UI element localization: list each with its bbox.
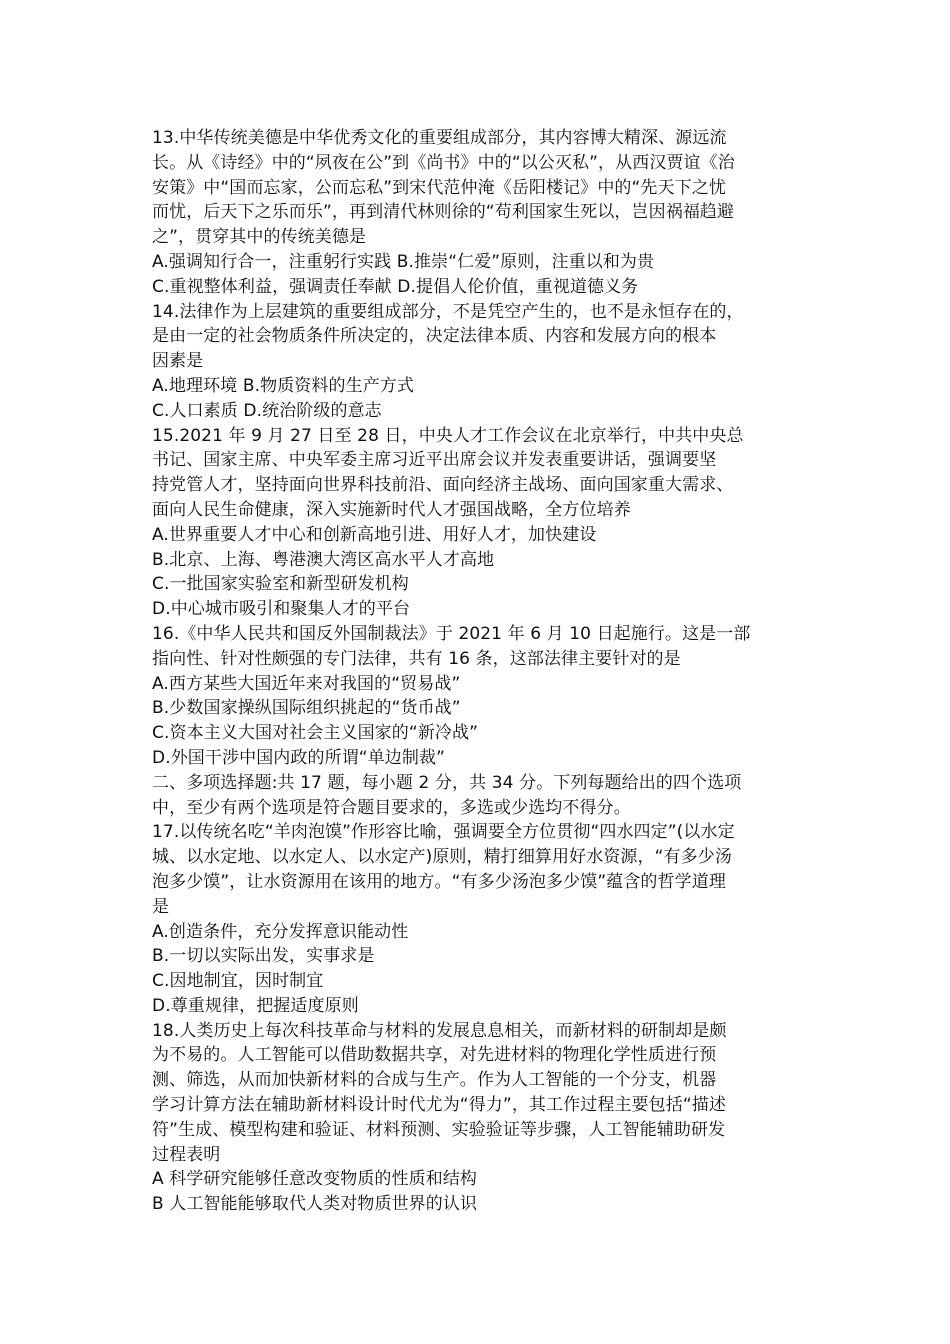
question-17 [152, 820, 812, 1018]
q17-option-a: A.创造条件，充分发挥意识能动性 [152, 921, 409, 942]
q16-stem-line: 16.《中华人民共和国反外国制裁法》于 2021 年 6 月 10 日起施行。这是一部 [152, 623, 751, 644]
q18-stem-line: 测、筛选，从而加快新材料的合成与生产。作为人工智能的一个分支，机器 [152, 1070, 717, 1091]
q14-option-line: A.地理环境 B.物质资料的生产方式 [152, 375, 415, 396]
q14-stem-line: 因素是 [152, 351, 204, 372]
q15-option-a: A.世界重要人才中心和创新高地引进、用好人才，加快建设 [152, 524, 597, 545]
q15-stem-line: 面向人民生命健康，深入实施新时代人才强国战略，全方位培养 [152, 499, 631, 520]
q15-stem-line: 书记、国家主席、中央军委主席习近平出席会议并发表重要讲话，强调要坚 [152, 450, 717, 471]
q16-option-d: D.外国干涉中国内政的所谓“单边制裁” [152, 747, 446, 768]
q16-stem-line: 指向性、针对性颇强的专门法律，共有 16 条，这部法律主要针对的是 [152, 648, 681, 669]
q13-stem-line: 长。从《诗经》中的“夙夜在公”到《尚书》中的“以公灭私”，从西汉贾谊《治 [152, 152, 735, 173]
q14-stem-line: 是由一定的社会物质条件所决定的，决定法律本质、内容和发展方向的根本 [152, 326, 717, 347]
q17-option-b: B.一切以实际出发，实事求是 [152, 946, 375, 967]
q17-option-c: C.因地制宜，因时制宜 [152, 971, 324, 992]
q15-option-c: C.一批国家实验室和新型研发机构 [152, 574, 409, 595]
question-16 [152, 622, 812, 771]
section-2-heading-line: 二、多项选择题:共 17 题，每小题 2 分，共 34 分。下列每题给出的四个选项 [152, 772, 742, 793]
q18-stem-line: 过程表明 [152, 1144, 221, 1165]
q14-stem-line: 14.法律作为上层建筑的重要组成部分，不是凭空产生的，也不是永恒存在的， [152, 301, 744, 322]
exam-page [152, 126, 812, 1217]
q18-stem-line: 为不易的。人工智能可以借助数据共享，对先进材料的物理化学性质进行预 [152, 1045, 717, 1066]
section-2-heading-line: 中，至少有两个选项是符合题目要求的，多选或少选均不得分。 [152, 797, 631, 818]
q18-option-b: B 人工智能能够取代人类对物质世界的认识 [152, 1194, 478, 1215]
q13-stem-line: 13.中华传统美德是中华优秀文化的重要组成部分，其内容博大精深、源远流 [152, 128, 727, 148]
q16-option-c: C.资本主义大国对社会主义国家的“新冷战” [152, 723, 478, 744]
question-13 [152, 126, 812, 300]
q17-stem-line: 城、以水定地、以水定人、以水定产)原则，精打细算用好水资源，“有多少汤 [152, 847, 732, 868]
q14-option-line: C.人口素质 D.统治阶级的意志 [152, 400, 382, 421]
question-15 [152, 424, 812, 622]
q18-stem-line: 符”生成、模型构建和验证、材料预测、实验验证等步骤，人工智能辅助研发 [152, 1119, 726, 1140]
q17-stem-line: 泡多少馍”，让水资源用在该用的地方。“有多少汤泡多少馍”蕴含的哲学道理 [152, 871, 726, 892]
q18-stem-line: 学习计算方法在辅助新材料设计时代尤为“得力”，其工作过程主要包括“描述 [152, 1095, 726, 1116]
q17-option-d: D.尊重规律，把握适度原则 [152, 995, 359, 1016]
q15-stem-line: 15.2021 年 9 月 27 日至 28 日，中央人才工作会议在北京举行，中共中央总 [152, 425, 744, 446]
q13-stem-line: 之”，贯穿其中的传统美德是 [152, 227, 367, 248]
q15-option-b: B.北京、上海、粤港澳大湾区高水平人才高地 [152, 549, 495, 570]
q13-option-line: A.强调知行合一，注重躬行实践 B.推崇“仁爱”原则，注重以和为贵 [152, 251, 655, 272]
q13-stem-line: 而忧，后天下之乐而乐”，再到清代林则徐的“苟利国家生死以，岂因祸福趋避 [152, 202, 735, 223]
q17-stem-line: 17.以传统名吃“羊肉泡馍”作形容比喻，强调要全方位贯彻“四水四定”(以水定 [152, 822, 735, 843]
question-14 [152, 300, 812, 424]
section-2-heading [152, 771, 812, 821]
q13-stem-line: 安策》中“国而忘家，公而忘私”到宋代范仲淹《岳阳楼记》中的“先天下之忧 [152, 177, 726, 198]
q18-option-a: A 科学研究能够任意改变物质的性质和结构 [152, 1169, 478, 1190]
q17-stem-line: 是 [152, 896, 170, 917]
q13-option-line: C.重视整体利益，强调责任奉献 D.提倡人伦价值，重视道德义务 [152, 276, 639, 297]
q16-option-b: B.少数国家操纵国际组织挑起的“货币战” [152, 698, 461, 719]
question-18 [152, 1019, 812, 1217]
q18-stem-line: 18.人类历史上每次科技革命与材料的发展息息相关，而新材料的研制却是颇 [152, 1020, 727, 1041]
q15-stem-line: 持党管人才，坚持面向世界科技前沿、面向经济主战场、面向国家重大需求、 [152, 475, 734, 496]
q15-option-d: D.中心城市吸引和聚集人才的平台 [152, 599, 411, 620]
q16-option-a: A.西方某些大国近年来对我国的“贸易战” [152, 673, 461, 694]
